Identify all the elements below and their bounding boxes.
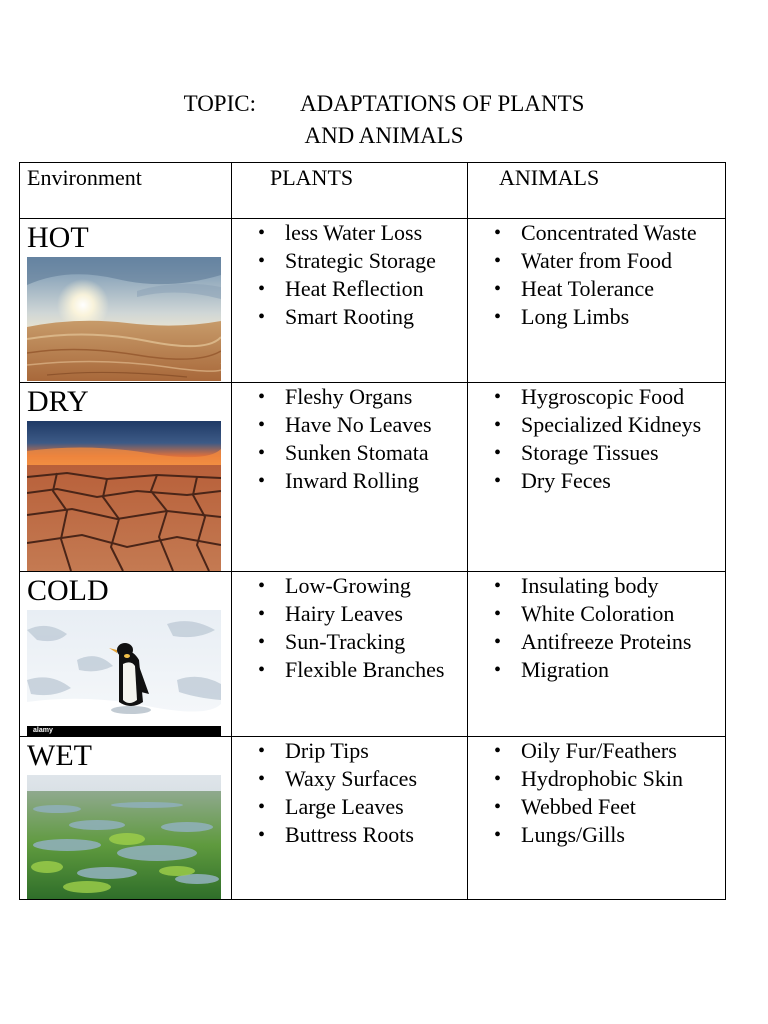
env-label-wet: WET: [27, 739, 92, 772]
desert-image: [27, 257, 221, 381]
plants-cell-wet: [232, 737, 468, 900]
list-item: • Water from Food: [468, 247, 725, 275]
list-item: • Low-Growing: [232, 572, 467, 600]
header-row: [20, 163, 726, 219]
list-item: • Sun-Tracking: [232, 628, 467, 656]
list-item: • Dry Feces: [468, 467, 725, 495]
cracked-earth-image: [27, 421, 221, 571]
list-item: • Heat Tolerance: [468, 275, 725, 303]
list-item: • Webbed Feet: [468, 793, 725, 821]
env-label-cold: COLD: [27, 574, 109, 607]
list-item: • Specialized Kidneys: [468, 411, 725, 439]
list-item: • Storage Tissues: [468, 439, 725, 467]
list-item: • Hairy Leaves: [232, 600, 467, 628]
alamy-watermark: alamy: [27, 726, 221, 736]
animals-cell-hot: [468, 219, 726, 383]
penguin-image-frame: [27, 610, 221, 736]
env-cell-cold: [20, 572, 232, 737]
plants-cell-hot: [232, 219, 468, 383]
env-label-hot: HOT: [27, 221, 89, 254]
adaptations-table: [19, 162, 726, 900]
animals-cell-cold: [468, 572, 726, 737]
penguin-image: [27, 610, 221, 736]
list-item: • Drip Tips: [232, 737, 467, 765]
row-wet: [20, 737, 726, 900]
list-item: • Large Leaves: [232, 793, 467, 821]
title-line-1: ADAPTATIONS OF PLANTS: [300, 91, 585, 116]
list-item: • Sunken Stomata: [232, 439, 467, 467]
animals-cell-dry: [468, 383, 726, 572]
env-cell-dry: [20, 383, 232, 572]
env-label-dry: DRY: [27, 385, 89, 418]
header-plants: PLANTS: [232, 163, 468, 219]
title-line-2: AND ANIMALS: [304, 123, 464, 148]
list-item: • Lungs/Gills: [468, 821, 725, 849]
list-item: • Migration: [468, 656, 725, 684]
row-cold: [20, 572, 726, 737]
list-item: • Hydrophobic Skin: [468, 765, 725, 793]
topic-label: TOPIC:: [183, 91, 256, 116]
list-item: • Waxy Surfaces: [232, 765, 467, 793]
list-item: • White Coloration: [468, 600, 725, 628]
row-hot: [20, 219, 726, 383]
list-item: • Have No Leaves: [232, 411, 467, 439]
list-item: • Hygroscopic Food: [468, 383, 725, 411]
document-title: [0, 88, 768, 152]
row-dry: [20, 383, 726, 572]
list-item: • Heat Reflection: [232, 275, 467, 303]
list-item: • Long Limbs: [468, 303, 725, 331]
list-item: • Oily Fur/Feathers: [468, 737, 725, 765]
wetland-image: [27, 775, 221, 899]
list-item: • Insulating body: [468, 572, 725, 600]
list-item: • less Water Loss: [232, 219, 467, 247]
env-cell-hot: [20, 219, 232, 383]
list-item: • Smart Rooting: [232, 303, 467, 331]
list-item: • Concentrated Waste: [468, 219, 725, 247]
list-item: • Antifreeze Proteins: [468, 628, 725, 656]
list-item: • Inward Rolling: [232, 467, 467, 495]
header-environment: Environment: [20, 163, 232, 219]
list-item: • Buttress Roots: [232, 821, 467, 849]
env-cell-wet: [20, 737, 232, 900]
list-item: • Strategic Storage: [232, 247, 467, 275]
plants-cell-dry: [232, 383, 468, 572]
animals-cell-wet: [468, 737, 726, 900]
list-item: • Flexible Branches: [232, 656, 467, 684]
plants-cell-cold: [232, 572, 468, 737]
list-item: • Fleshy Organs: [232, 383, 467, 411]
header-animals: ANIMALS: [468, 163, 726, 219]
